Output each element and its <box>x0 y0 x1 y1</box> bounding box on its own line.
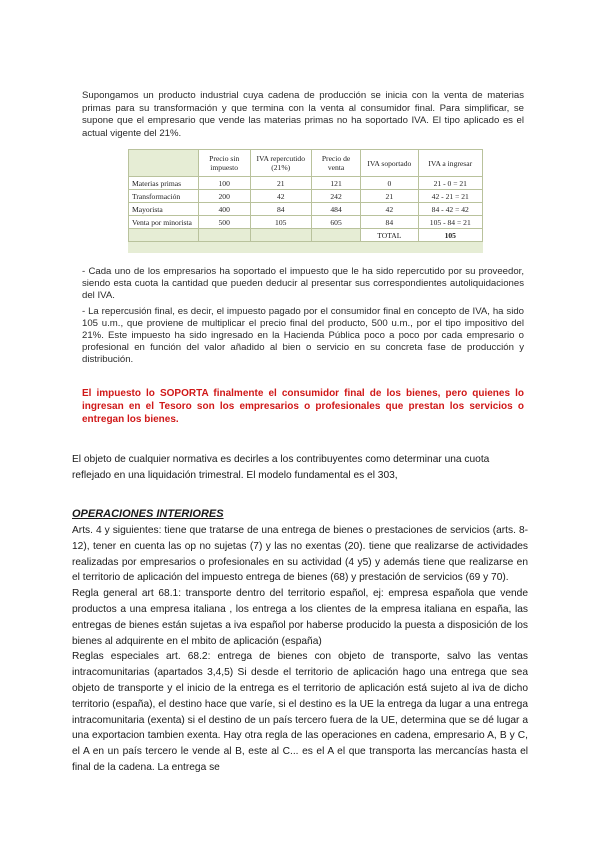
objeto-paragraph: El objeto de cualquier normativa es decirles a los contribuyentes como determinar una cuota reflejado en una liquidación trimestral. El modelo fundamental es el 303, <box>72 454 490 481</box>
vat-example-table-image <box>128 149 483 253</box>
table-cell: 484 <box>311 203 360 216</box>
table-cell: 84 <box>361 216 418 229</box>
section-title: OPERACIONES INTERIORES <box>72 508 224 520</box>
table-header-cell <box>129 150 199 177</box>
bullet-item: - Cada uno de los empresarios ha soportado el impuesto que le ha sido repercutido por su proveedor, siendo esta cuota la cantidad que pueden deducir al presentar sus correspondientes autoliquidaciones del IVA. <box>82 266 524 302</box>
table-header-cell: Precio sin impuesto <box>198 150 250 177</box>
table-row <box>129 203 483 216</box>
section-body <box>72 523 528 776</box>
table-header-cell: Precio de venta <box>311 150 360 177</box>
table-row <box>129 190 483 203</box>
table-cell: 21 <box>250 177 311 190</box>
table-cell: 84 <box>250 203 311 216</box>
table-cell: 105 - 84 = 21 <box>418 216 482 229</box>
table-header-cell: IVA repercutido (21%) <box>250 150 311 177</box>
table-cell: 605 <box>311 216 360 229</box>
table-cell: 0 <box>361 177 418 190</box>
table-cell: Mayorista <box>129 203 199 216</box>
table-row <box>129 177 483 190</box>
table-cell: Transformación <box>129 190 199 203</box>
table-cell: 242 <box>311 190 360 203</box>
table-cell: 42 <box>361 203 418 216</box>
vat-example-table <box>128 149 483 242</box>
body-paragraph: Regla general art 68.1: transporte dentro del territorio español, ej: empresa española que vende productos a una empresa italiana , los entrega a los clientes de la empresa italiana en españa, las entregas de bienes están sujetas a iva español por haberse producido la puesta a disposición de los bienes al adquirente en el mbito de aplicación (españa) <box>72 588 528 647</box>
table-row <box>129 216 483 229</box>
table-cell-empty <box>311 229 360 242</box>
table-cell: 84 - 42 = 42 <box>418 203 482 216</box>
table-cell: 105 <box>250 216 311 229</box>
body-paragraph: Reglas especiales art. 68.2: entrega de bienes con objeto de transporte, salvo las ventas intracomunitarias (apartados 3,4,5) Si desde el territorio de aplicación hago una entrega que sea objeto de transporte y el inicio de la entrega es el territorio de aplicación está sujeto al iva de dicho territorio (españa), el destino hace que varíe, si el destino es la UE la entrega da lugar a una entrega intracomunitaria (exenta) si el destino de un país tercero fuera de la UE, determina que se dé lugar a una exportacion tambien exenta. Hay otra regla de las operaciones en cadena, empresario A, B y C, el A en un país tercero le vende al B, este al C... es el A el que transporta las mercancías hasta el final de la cadena. La entrega se <box>72 651 528 773</box>
table-cell: 200 <box>198 190 250 203</box>
intro-paragraph: Supongamos un producto industrial cuya cadena de producción se inicia con la venta de materias primas para su transformación y que termina con la venta al consumidor final. Para simplificar, se supone que el empresario que vende las materias primas no ha soportado IVA. El tipo aplicado es el actual vigente del 21%. <box>82 90 524 139</box>
bullet-list <box>82 266 524 370</box>
table-cell-empty <box>250 229 311 242</box>
table-cell-empty <box>129 229 199 242</box>
table-cell: 500 <box>198 216 250 229</box>
total-label: TOTAL <box>361 229 418 242</box>
table-cell: Materias primas <box>129 177 199 190</box>
table-header-row <box>129 150 483 177</box>
highlighted-note: El impuesto lo SOPORTA finalmente el consumidor final de los bienes, pero quienes lo ingresan en el Tesoro son los empresarios o profesionales que prestan los servicios o entregan los bienes. <box>82 388 524 425</box>
body-paragraph: Arts. 4 y siguientes: tiene que tratarse de una entrega de bienes o prestaciones de servicios (arts. 8- 12), tener en cuenta las op no sujetas (7) y las no exentas (20). tiene que realizarse de actividades realizadas por empresarios o profesionales en su actividad (4 y5) y además tiene que realizarse en el territorio de aplicación del impuesto entrega de bienes (68) y prestación de servicios (69 y 70). <box>72 525 528 584</box>
bullet-item: - La repercusión final, es decir, el impuesto pagado por el consumidor final en concepto de IVA, ha sido 105 u.m., que proviene de multiplicar el precio final del producto, 500 u.m., por el tipo impositivo del 21%. Este impuesto ha sido ingresado en la Hacienda Pública poco a poco por cada empresario o profesional en función del valor añadido al bien o servicio en su concreta fase de producción y distribución. <box>82 305 524 366</box>
table-cell: 21 <box>361 190 418 203</box>
table-total-row <box>129 229 483 242</box>
table-cell: 42 - 21 = 21 <box>418 190 482 203</box>
table-cell-empty <box>198 229 250 242</box>
table-cell: 400 <box>198 203 250 216</box>
table-cell: 100 <box>198 177 250 190</box>
total-value: 105 <box>418 229 482 242</box>
table-cell: 21 - 0 = 21 <box>418 177 482 190</box>
table-header-cell: IVA a ingresar <box>418 150 482 177</box>
table-cell: Venta por minorista <box>129 216 199 229</box>
table-cell: 121 <box>311 177 360 190</box>
table-header-cell: IVA soportado <box>361 150 418 177</box>
table-cell: 42 <box>250 190 311 203</box>
